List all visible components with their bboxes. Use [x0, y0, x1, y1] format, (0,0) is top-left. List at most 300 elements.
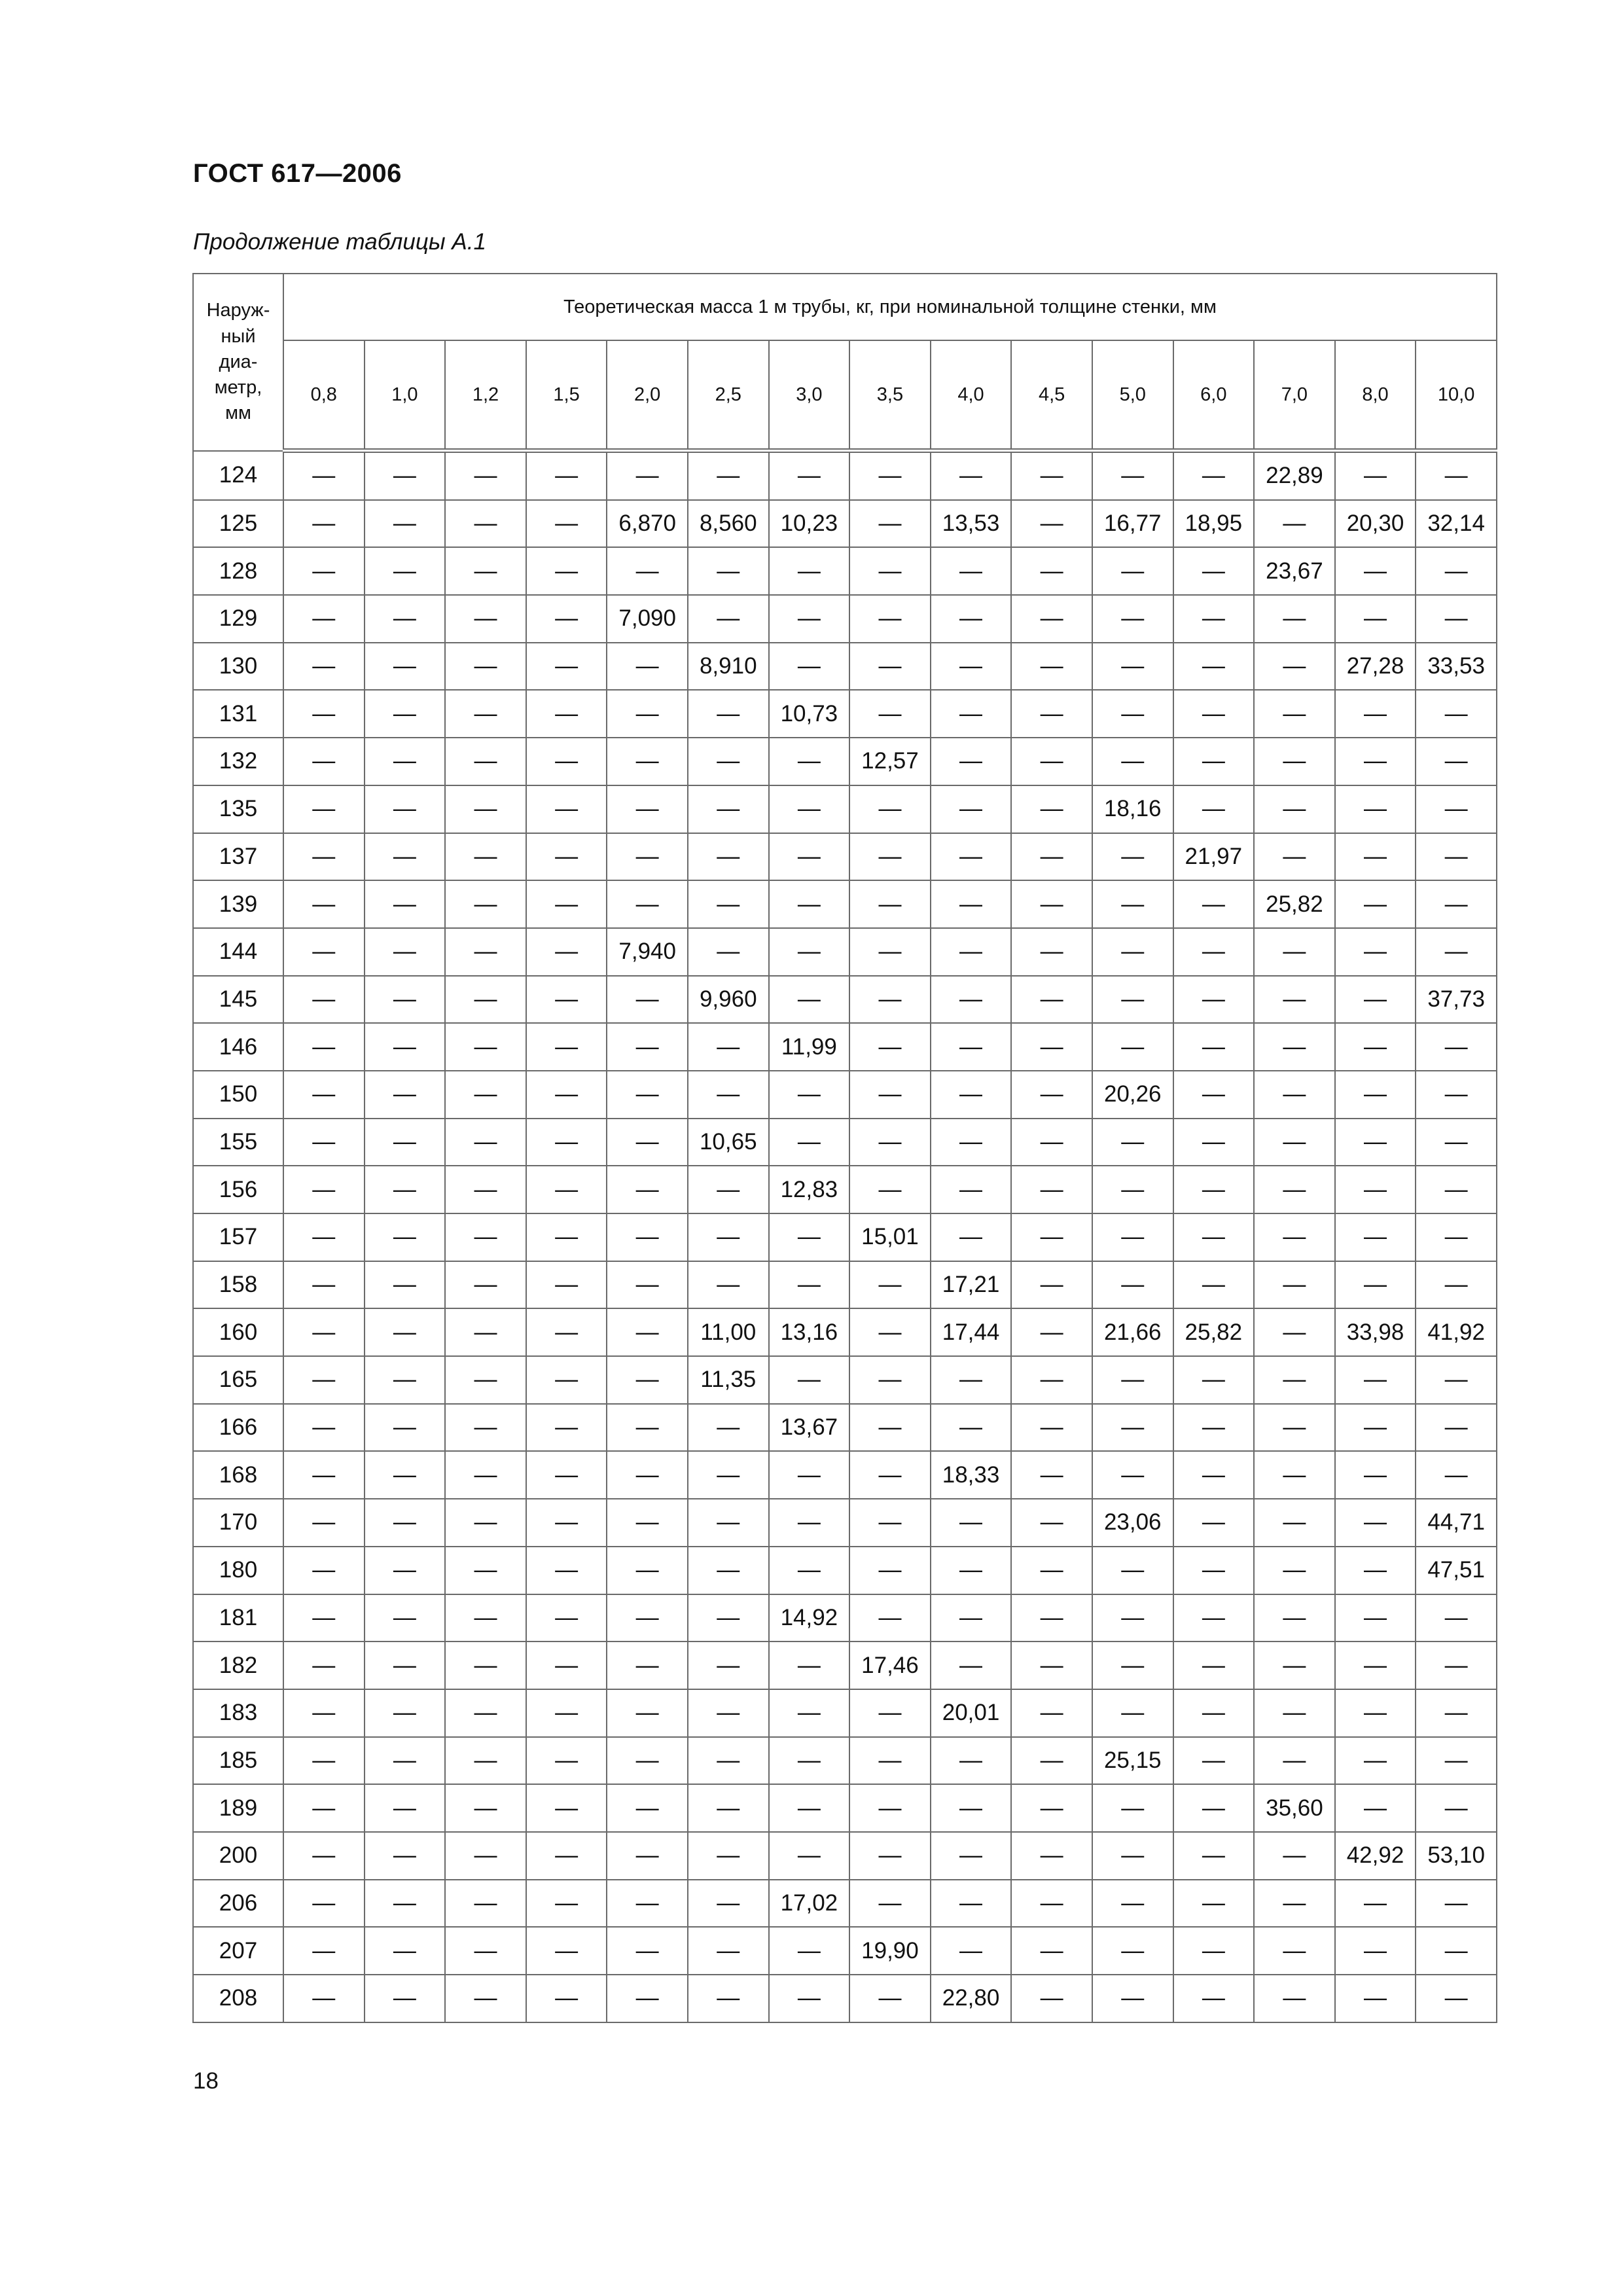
mass-cell: —	[1173, 1689, 1255, 1737]
mass-cell: —	[1092, 1404, 1173, 1452]
mass-cell: —	[688, 1975, 769, 2022]
mass-cell: —	[445, 1784, 526, 1832]
mass-cell: —	[849, 1784, 931, 1832]
mass-cell: —	[1254, 976, 1335, 1024]
mass-cell: —	[849, 547, 931, 595]
mass-cell: —	[1173, 595, 1255, 643]
mass-cell: —	[1173, 1451, 1255, 1499]
mass-cell: —	[526, 1166, 607, 1213]
mass-cell: —	[849, 1880, 931, 1928]
mass-cell: —	[607, 1880, 688, 1928]
mass-cell: —	[1335, 1784, 1416, 1832]
mass-cell: —	[607, 976, 688, 1024]
mass-cell: —	[769, 1975, 850, 2022]
mass-cell: —	[931, 880, 1012, 928]
mass-cell: 42,92	[1335, 1832, 1416, 1880]
diameter-cell: 139	[193, 880, 283, 928]
page-number: 18	[193, 2068, 219, 2094]
mass-cell: —	[1416, 880, 1497, 928]
mass-cell: —	[1092, 595, 1173, 643]
mass-cell: —	[607, 547, 688, 595]
mass-cell: 41,92	[1416, 1308, 1497, 1356]
mass-cell: —	[445, 451, 526, 500]
mass-cell: —	[1335, 690, 1416, 738]
mass-cell: 32,14	[1416, 500, 1497, 548]
mass-cell: —	[688, 1547, 769, 1594]
mass-cell: —	[1011, 1975, 1092, 2022]
mass-cell: —	[607, 451, 688, 500]
mass-cell: —	[526, 785, 607, 833]
mass-cell: —	[849, 690, 931, 738]
mass-cell: —	[769, 880, 850, 928]
mass-cell: —	[769, 1499, 850, 1547]
mass-cell: 33,53	[1416, 643, 1497, 691]
table-row	[193, 643, 1497, 691]
diameter-cell: 165	[193, 1356, 283, 1404]
diameter-cell: 129	[193, 595, 283, 643]
table-row	[193, 690, 1497, 738]
mass-cell: —	[365, 1641, 446, 1689]
mass-cell: —	[1173, 880, 1255, 928]
mass-cell: —	[1416, 1451, 1497, 1499]
mass-cell: —	[283, 500, 365, 548]
mass-cell: —	[769, 1261, 850, 1309]
thickness-header: 7,0	[1254, 340, 1335, 451]
mass-cell: —	[526, 1927, 607, 1975]
mass-cell: —	[688, 1261, 769, 1309]
diameter-cell: 130	[193, 643, 283, 691]
mass-cell: —	[526, 1689, 607, 1737]
table-caption: Продолжение таблицы А.1	[193, 229, 486, 255]
mass-cell: —	[526, 1404, 607, 1452]
mass-cell: 12,83	[769, 1166, 850, 1213]
mass-cell: —	[365, 1547, 446, 1594]
mass-cell: —	[931, 1404, 1012, 1452]
thickness-header: 0,8	[283, 340, 365, 451]
mass-cell: —	[1254, 1547, 1335, 1594]
mass-cell: —	[1011, 1737, 1092, 1785]
mass-cell: —	[283, 643, 365, 691]
mass-cell: —	[849, 928, 931, 976]
mass-cell: —	[1173, 1499, 1255, 1547]
diameter-cell: 166	[193, 1404, 283, 1452]
mass-cell: —	[1011, 1023, 1092, 1071]
mass-cell: —	[1254, 1213, 1335, 1261]
mass-cell: —	[931, 547, 1012, 595]
mass-cell: —	[849, 595, 931, 643]
mass-cell: —	[283, 1594, 365, 1642]
thickness-header: 2,5	[688, 340, 769, 451]
mass-cell: —	[931, 738, 1012, 785]
mass-cell: 25,15	[1092, 1737, 1173, 1785]
mass-cell: —	[1092, 1880, 1173, 1928]
mass-cell: —	[849, 1547, 931, 1594]
mass-cell: —	[1011, 1927, 1092, 1975]
mass-cell: —	[1416, 928, 1497, 976]
table-row	[193, 738, 1497, 785]
mass-cell: —	[1254, 1023, 1335, 1071]
mass-cell: —	[1173, 1119, 1255, 1166]
mass-cell: —	[688, 1832, 769, 1880]
mass-cell: —	[1335, 833, 1416, 881]
mass-cell: —	[607, 643, 688, 691]
mass-cell: —	[526, 1641, 607, 1689]
mass-cell: —	[1092, 547, 1173, 595]
mass-cell: —	[931, 1356, 1012, 1404]
mass-cell: —	[1092, 1023, 1173, 1071]
mass-cell: —	[1416, 1356, 1497, 1404]
mass-cell: —	[365, 785, 446, 833]
table-row	[193, 785, 1497, 833]
mass-cell: —	[849, 785, 931, 833]
mass-cell: —	[283, 833, 365, 881]
thickness-header: 10,0	[1416, 340, 1497, 451]
mass-cell: 18,33	[931, 1451, 1012, 1499]
mass-cell: —	[769, 738, 850, 785]
mass-cell: —	[365, 1166, 446, 1213]
mass-cell: —	[526, 1784, 607, 1832]
mass-cell: —	[688, 1594, 769, 1642]
mass-cell: —	[1173, 1213, 1255, 1261]
mass-cell: 8,560	[688, 500, 769, 548]
table-body	[193, 451, 1497, 2022]
mass-cell: —	[445, 1404, 526, 1452]
mass-cell: —	[607, 1023, 688, 1071]
mass-cell: —	[849, 1308, 931, 1356]
mass-cell: —	[365, 1023, 446, 1071]
mass-cell: —	[365, 880, 446, 928]
mass-cell: —	[283, 785, 365, 833]
mass-cell: 19,90	[849, 1927, 931, 1975]
table-row	[193, 1356, 1497, 1404]
mass-cell: 27,28	[1335, 643, 1416, 691]
diameter-header-line: мм	[225, 402, 251, 423]
mass-cell: —	[365, 738, 446, 785]
mass-cell: —	[1011, 690, 1092, 738]
mass-cell: —	[1011, 976, 1092, 1024]
mass-cell: —	[688, 1166, 769, 1213]
mass-cell: —	[769, 1689, 850, 1737]
thickness-header: 1,0	[365, 340, 446, 451]
mass-cell: 11,00	[688, 1308, 769, 1356]
mass-cell: —	[607, 1737, 688, 1785]
mass-cell: —	[1254, 1119, 1335, 1166]
mass-cell: —	[1335, 1927, 1416, 1975]
mass-cell: —	[1416, 1119, 1497, 1166]
mass-cell: —	[688, 880, 769, 928]
mass-cell: —	[1335, 451, 1416, 500]
mass-cell: —	[445, 1166, 526, 1213]
mass-cell: —	[526, 1071, 607, 1119]
mass-cell: 25,82	[1254, 880, 1335, 928]
mass-cell: —	[445, 1880, 526, 1928]
mass-cell: —	[445, 976, 526, 1024]
mass-cell: —	[1173, 1975, 1255, 2022]
mass-cell: —	[283, 1499, 365, 1547]
mass-cell: —	[1335, 1356, 1416, 1404]
mass-cell: —	[1011, 1308, 1092, 1356]
table-row	[193, 500, 1497, 548]
mass-cell: 18,16	[1092, 785, 1173, 833]
mass-cell: —	[1011, 1451, 1092, 1499]
mass-cell: —	[283, 1547, 365, 1594]
mass-cell: —	[607, 1213, 688, 1261]
mass-cell: 21,97	[1173, 833, 1255, 881]
mass-cell: —	[526, 1880, 607, 1928]
mass-cell: —	[1335, 1261, 1416, 1309]
diameter-cell: 146	[193, 1023, 283, 1071]
mass-cell: —	[283, 1880, 365, 1928]
mass-cell: —	[445, 1071, 526, 1119]
mass-cell: —	[365, 1071, 446, 1119]
mass-cell: —	[1173, 976, 1255, 1024]
mass-cell: —	[931, 785, 1012, 833]
mass-cell: —	[769, 547, 850, 595]
mass-cell: —	[607, 1832, 688, 1880]
mass-cell: —	[526, 595, 607, 643]
mass-cell: —	[365, 1451, 446, 1499]
mass-cell: —	[526, 690, 607, 738]
diameter-cell: 200	[193, 1832, 283, 1880]
mass-cell: —	[931, 1784, 1012, 1832]
diameter-cell: 131	[193, 690, 283, 738]
mass-cell: —	[365, 1975, 446, 2022]
mass-cell: —	[688, 833, 769, 881]
mass-cell: —	[1416, 1261, 1497, 1309]
mass-cell: —	[1254, 595, 1335, 643]
mass-cell: —	[526, 928, 607, 976]
mass-cell: —	[769, 1119, 850, 1166]
mass-cell: —	[1254, 1499, 1335, 1547]
thickness-header: 1,5	[526, 340, 607, 451]
table-row	[193, 880, 1497, 928]
mass-cell: —	[849, 1737, 931, 1785]
mass-cell: —	[931, 643, 1012, 691]
mass-cell: —	[1335, 976, 1416, 1024]
mass-cell: —	[283, 1641, 365, 1689]
mass-cell: —	[365, 1689, 446, 1737]
mass-cell: —	[931, 1737, 1012, 1785]
diameter-header	[193, 274, 283, 451]
mass-cell: —	[526, 1261, 607, 1309]
mass-cell: —	[849, 1689, 931, 1737]
mass-cell: —	[1335, 1071, 1416, 1119]
table-row	[193, 547, 1497, 595]
mass-cell: —	[931, 1023, 1012, 1071]
mass-cell: —	[1416, 1071, 1497, 1119]
mass-cell: —	[688, 1071, 769, 1119]
mass-cell: —	[1011, 1784, 1092, 1832]
diameter-cell: 207	[193, 1927, 283, 1975]
mass-cell: —	[1416, 1689, 1497, 1737]
mass-cell: —	[849, 1404, 931, 1452]
mass-cell: —	[1173, 1071, 1255, 1119]
mass-cell: —	[1335, 1880, 1416, 1928]
thickness-header: 3,5	[849, 340, 931, 451]
mass-cell: —	[688, 1023, 769, 1071]
mass-cell: —	[1254, 1261, 1335, 1309]
mass-cell: —	[688, 1927, 769, 1975]
mass-cell: —	[849, 976, 931, 1024]
mass-cell: 8,910	[688, 643, 769, 691]
mass-cell: —	[1254, 1880, 1335, 1928]
mass-cell: —	[1092, 1547, 1173, 1594]
mass-cell: 9,960	[688, 976, 769, 1024]
mass-cell: —	[1416, 1880, 1497, 1928]
mass-cell: —	[1011, 1166, 1092, 1213]
mass-cell: —	[1173, 785, 1255, 833]
mass-cell: —	[445, 547, 526, 595]
diameter-cell: 206	[193, 1880, 283, 1928]
mass-cell: —	[607, 1071, 688, 1119]
mass-cell: —	[1092, 1166, 1173, 1213]
mass-cell: —	[1092, 451, 1173, 500]
mass-cell: —	[526, 1547, 607, 1594]
mass-cell: —	[1092, 643, 1173, 691]
table-row	[193, 1071, 1497, 1119]
document-header: ГОСТ 617—2006	[193, 159, 402, 188]
mass-cell: 7,090	[607, 595, 688, 643]
diameter-cell: 160	[193, 1308, 283, 1356]
mass-cell: 37,73	[1416, 976, 1497, 1024]
mass-cell: —	[769, 1451, 850, 1499]
mass-cell: 53,10	[1416, 1832, 1497, 1880]
mass-cell: —	[607, 1975, 688, 2022]
mass-cell: —	[1416, 451, 1497, 500]
mass-cell: 16,77	[1092, 500, 1173, 548]
mass-cell: —	[607, 1641, 688, 1689]
mass-cell: —	[365, 833, 446, 881]
mass-cell: —	[283, 1356, 365, 1404]
mass-cell: —	[445, 1356, 526, 1404]
mass-cell: —	[1254, 1641, 1335, 1689]
mass-cell: —	[1092, 1784, 1173, 1832]
table-row	[193, 1927, 1497, 1975]
table-row	[193, 1023, 1497, 1071]
mass-cell: —	[283, 1737, 365, 1785]
mass-cell: —	[445, 690, 526, 738]
mass-cell: —	[1173, 690, 1255, 738]
mass-cell: —	[1416, 1641, 1497, 1689]
mass-cell: —	[1254, 690, 1335, 738]
mass-cell: —	[365, 928, 446, 976]
diameter-cell: 137	[193, 833, 283, 881]
mass-cell: —	[365, 1308, 446, 1356]
mass-cell: —	[1173, 1927, 1255, 1975]
mass-cell: —	[1092, 1689, 1173, 1737]
mass-cell: —	[445, 643, 526, 691]
mass-cell: —	[1335, 1451, 1416, 1499]
mass-cell: —	[445, 880, 526, 928]
mass-cell: —	[1254, 500, 1335, 548]
mass-cell: —	[283, 1927, 365, 1975]
mass-cell: —	[283, 1784, 365, 1832]
mass-cell: —	[445, 1499, 526, 1547]
mass-cell: —	[1011, 928, 1092, 976]
mass-cell: —	[1092, 928, 1173, 976]
mass-cell: —	[1092, 1213, 1173, 1261]
mass-cell: —	[1254, 1166, 1335, 1213]
mass-cell: —	[445, 1832, 526, 1880]
mass-cell: —	[365, 1832, 446, 1880]
mass-cell: —	[1011, 833, 1092, 881]
mass-cell: —	[931, 976, 1012, 1024]
mass-cell: —	[1416, 1975, 1497, 2022]
mass-cell: 15,01	[849, 1213, 931, 1261]
mass-cell: —	[1416, 1784, 1497, 1832]
mass-cell: —	[931, 928, 1012, 976]
mass-cell: —	[1173, 1641, 1255, 1689]
mass-cell: —	[526, 1308, 607, 1356]
mass-cell: —	[849, 1451, 931, 1499]
mass-cell: —	[931, 1547, 1012, 1594]
mass-cell: —	[283, 928, 365, 976]
mass-cell: —	[849, 643, 931, 691]
mass-cell: —	[1416, 1927, 1497, 1975]
mass-cell: —	[365, 1119, 446, 1166]
mass-cell: —	[1173, 1547, 1255, 1594]
mass-cell: —	[769, 1547, 850, 1594]
mass-cell: —	[283, 880, 365, 928]
mass-cell: —	[1416, 1023, 1497, 1071]
mass-cell: —	[688, 785, 769, 833]
mass-cell: —	[1335, 1641, 1416, 1689]
mass-cell: —	[1173, 643, 1255, 691]
mass-cell: —	[607, 1261, 688, 1309]
mass-cell: —	[1092, 1975, 1173, 2022]
mass-cell: —	[931, 1499, 1012, 1547]
mass-cell: —	[849, 1166, 931, 1213]
mass-cell: —	[1335, 880, 1416, 928]
diameter-cell: 181	[193, 1594, 283, 1642]
mass-cell: —	[1416, 738, 1497, 785]
mass-cell: —	[526, 547, 607, 595]
mass-cell: —	[1173, 928, 1255, 976]
mass-cell: —	[1173, 1737, 1255, 1785]
table-row	[193, 1737, 1497, 1785]
mass-cell: —	[365, 1784, 446, 1832]
mass-cell: —	[769, 833, 850, 881]
mass-cell: —	[769, 595, 850, 643]
mass-cell: —	[1011, 547, 1092, 595]
mass-cell: —	[1011, 1832, 1092, 1880]
diameter-cell: 135	[193, 785, 283, 833]
mass-cell: —	[1011, 1594, 1092, 1642]
diameter-header-line: ный	[221, 325, 256, 347]
mass-cell: —	[526, 1119, 607, 1166]
mass-cell: 14,92	[769, 1594, 850, 1642]
mass-cell: —	[1173, 1784, 1255, 1832]
mass-cell: —	[931, 1213, 1012, 1261]
thickness-header: 5,0	[1092, 340, 1173, 451]
diameter-cell: 185	[193, 1737, 283, 1785]
diameter-header-line: диа-	[219, 351, 258, 372]
mass-cell: 12,57	[849, 738, 931, 785]
mass-cell: —	[1011, 1119, 1092, 1166]
mass-cell: —	[1173, 738, 1255, 785]
mass-cell: —	[365, 547, 446, 595]
mass-cell: —	[849, 1356, 931, 1404]
diameter-cell: 182	[193, 1641, 283, 1689]
mass-cell: —	[769, 1641, 850, 1689]
mass-cell: —	[769, 928, 850, 976]
mass-cell: —	[365, 976, 446, 1024]
mass-cell: —	[283, 547, 365, 595]
table-row	[193, 1689, 1497, 1737]
mass-cell: —	[526, 833, 607, 881]
mass-cell: —	[849, 1261, 931, 1309]
diameter-header-line: метр,	[214, 376, 262, 398]
